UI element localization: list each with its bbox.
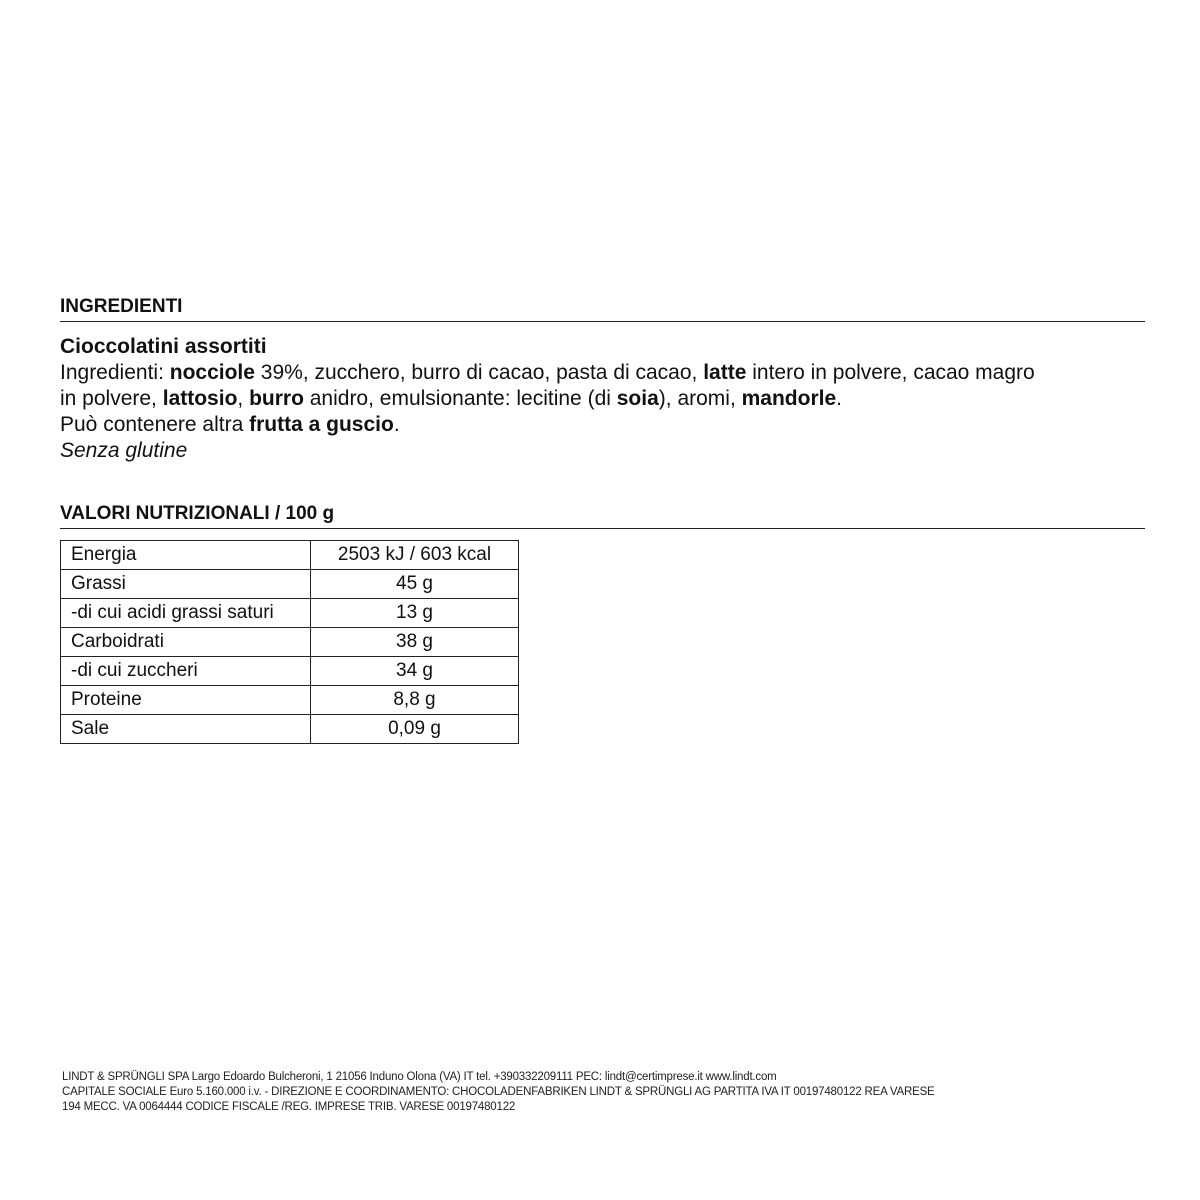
footer-line-1: LINDT & SPRÜNGLI SPA Largo Edoardo Bulcheroni, 1 21056 Induno Olona (VA) IT tel. +390332209111 PEC: lindt@certimprese.it www.lindt.com [62, 1071, 777, 1083]
table-row [61, 628, 519, 657]
ingredient-text: . [836, 387, 842, 410]
table-row [61, 686, 519, 715]
table-row [61, 599, 519, 628]
ingredient-text: Può contenere altra [60, 413, 250, 436]
table-row [61, 541, 519, 570]
nutrient-value: 13 g [311, 599, 519, 628]
allergen-text: soia [616, 387, 659, 410]
nutrient-value: 0,09 g [311, 715, 519, 744]
nutrient-label: Sale [61, 715, 311, 744]
ingredient-text: . [393, 413, 400, 436]
nutrition-heading: VALORI NUTRIZIONALI / 100 g [60, 503, 1145, 529]
table-row [61, 715, 519, 744]
footer-line-2: CAPITALE SOCIALE Euro 5.160.000 i.v. - DIREZIONE E COORDINAMENTO: CHOCOLADENFABRIKEN LINDT & SPRÜNGLI AG PARTITA IVA IT 00197480122 REA VARESE [62, 1086, 935, 1098]
allergen-text: mandorle [741, 387, 837, 410]
nutrient-label: -di cui zuccheri [61, 657, 311, 686]
ingredients-line-1 [60, 360, 1145, 386]
nutrient-label: Energia [61, 541, 311, 570]
allergen-text: lattosio [162, 387, 238, 410]
ingredient-text: anidro, emulsionante: lecitine (di [303, 387, 617, 410]
nutrition-table [60, 540, 519, 744]
nutrient-value: 38 g [311, 628, 519, 657]
ingredient-text: 39%, zucchero, burro di cacao, pasta di cacao, [254, 361, 704, 384]
nutrient-value: 2503 kJ / 603 kcal [311, 541, 519, 570]
ingredient-text: , [237, 387, 250, 410]
ingredients-heading: INGREDIENTI [60, 296, 1145, 322]
nutrient-value: 8,8 g [311, 686, 519, 715]
table-row [61, 657, 519, 686]
nutrient-label: Carboidrati [61, 628, 311, 657]
company-footer [62, 1070, 1152, 1115]
nutrient-value: 45 g [311, 570, 519, 599]
ingredients-block [60, 334, 1145, 464]
allergen-text: latte [703, 361, 747, 384]
allergen-text: frutta a guscio [249, 413, 394, 436]
allergen-warning [60, 412, 1145, 438]
footer-line-3: 194 MECC. VA 0064444 CODICE FISCALE /REG. IMPRESE TRIB. VARESE 00197480122 [62, 1101, 516, 1113]
nutrient-label: Grassi [61, 570, 311, 599]
nutrient-label: Proteine [61, 686, 311, 715]
nutrient-value: 34 g [311, 657, 519, 686]
ingredient-text: Ingredienti: [60, 361, 170, 384]
table-row [61, 570, 519, 599]
gluten-free-note: Senza glutine [60, 439, 188, 462]
ingredient-text: intero in polvere, cacao magro [746, 361, 1035, 384]
allergen-text: burro [249, 387, 304, 410]
ingredient-text: in polvere, [60, 387, 163, 410]
ingredients-line-2 [60, 386, 1145, 412]
nutrient-label: -di cui acidi grassi saturi [61, 599, 311, 628]
ingredient-text: ), aromi, [658, 387, 742, 410]
allergen-text: nocciole [169, 361, 255, 384]
product-name: Cioccolatini assortiti [60, 335, 267, 358]
